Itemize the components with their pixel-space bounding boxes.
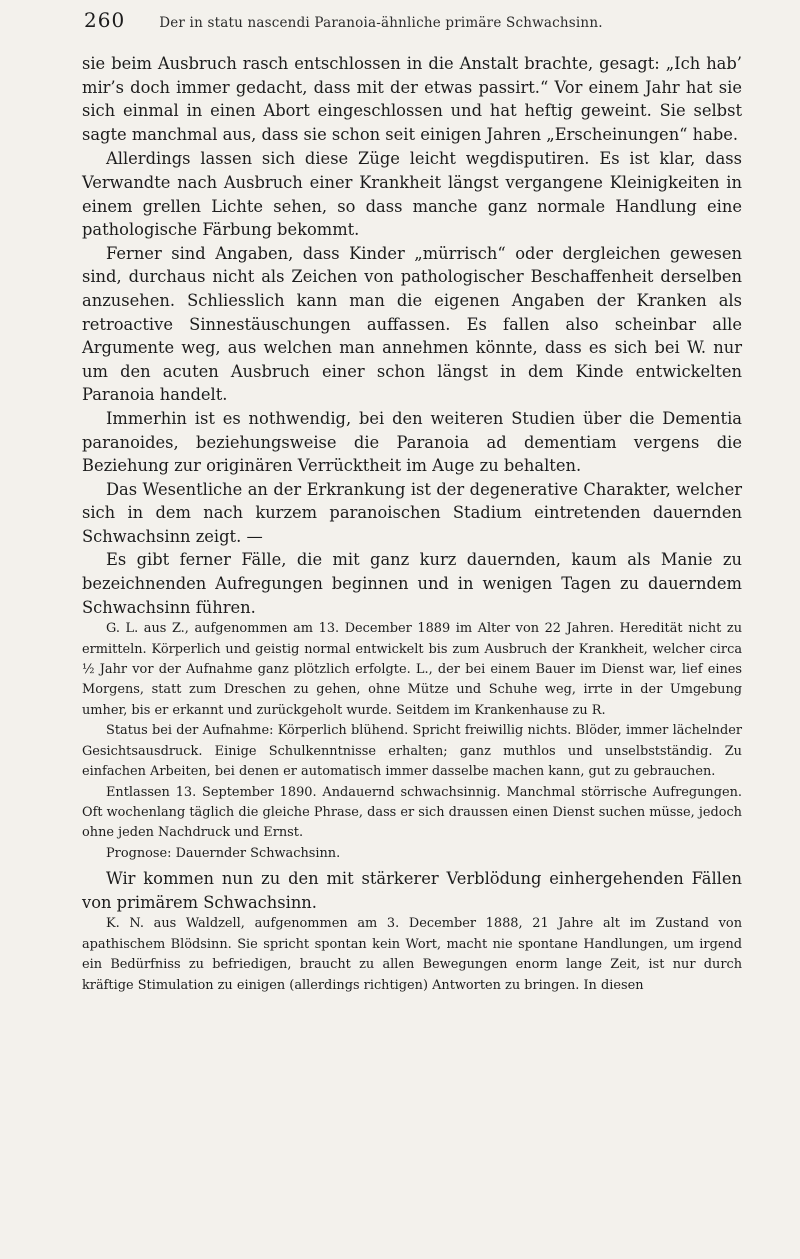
case-paragraph: Status bei der Aufnahme: Körperlich blühend. Spricht freiwillig nichts. Blöder, immer lächelnder Gesichtsausdruck. Einige Schulkenntnisse erhalten; ganz muthlos und unselbstständig. Zu einfachen Arbeiten, bei denen er automatisch immer dasselbe machen kann, gut zu gebrauchen. — [82, 723, 742, 780]
case-paragraph: Prognose: Dauernder Schwachsinn. — [106, 845, 341, 861]
paragraph: Immerhin ist es nothwendig, bei den weiteren Studien über die Dementia paranoides, beziehungsweise die Paranoia ad dementiam vergens die Beziehung zur originären Verrücktheit im Auge zu behalten. — [82, 408, 742, 476]
running-title: Der in statu nascendi Paranoia-ähnliche primäre Schwachsinn. — [159, 15, 603, 31]
paragraph: Das Wesentliche an der Erkrankung ist der degenerative Charakter, welcher sich in dem nach kurzem paranoischen Stadium eintretenden dauernden Schwachsinn zeigt. — — [82, 479, 742, 546]
paragraph: Wir kommen nun zu den mit stärkerer Verblödung einhergehenden Fällen von primärem Schwachsinn. — [82, 869, 742, 912]
page-number: 260 — [84, 8, 126, 32]
page-body — [82, 52, 742, 996]
case-paragraph: K. N. aus Waldzell, aufgenommen am 3. December 1888, 21 Jahre alt im Zustand von apathischem Blödsinn. Sie spricht spontan kein Wort, macht nie spontane Handlungen, um irgend ein Bedürfniss zu befriedigen, braucht zu allen Bewegungen enorm lange Zeit, ist nur durch kräftige Stimulation zu einigen (allerdings richtigen) Antworten zu bringen. In diesen — [82, 916, 742, 993]
case-paragraph: G. L. aus Z., aufgenommen am 13. December 1889 im Alter von 22 Jahren. Heredität nicht zu ermitteln. Körperlich und geistig normal entwickelt bis zum Ausbruch der Krankheit, welcher circa ½ Jahr vor der Aufnahme ganz plötzlich erfolgte. L., der bei einem Bauer im Dienst war, lief eines Morgens, statt zum Dreschen zu gehen, ohne Mütze und Schuhe weg, irrte in der Umgebung umher, bis er erkannt und zurückgeholt wurde. Seitdem im Krankenhause zu R. — [82, 621, 742, 718]
page-header — [84, 8, 744, 36]
paragraph: sie beim Ausbruch rasch entschlossen in die Anstalt brachte, gesagt: „Ich hab’ mir’s doch immer gedacht, dass mit der etwas passirt.“ Vor einem Jahr hat sie sich einmal in einen Abort eingeschlossen und hat heftig geweint. Sie selbst sagte manchmal aus, dass sie schon seit einigen Jahren „Erscheinungen“ habe. — [82, 54, 742, 144]
paragraph: Allerdings lassen sich diese Züge leicht wegdisputiren. Es ist klar, dass Verwandte nach Ausbruch einer Krankheit längst vergangene Kleinigkeiten in einem grellen Lichte sehen, so dass manche ganz normale Handlung eine pathologische Färbung bekommt. — [82, 149, 742, 240]
paragraph: Ferner sind Angaben, dass Kinder „mürrisch“ oder dergleichen gewesen sind, durchaus nicht als Zeichen von pathologischer Beschaffenheit derselben anzusehen. Schliesslich kann man die eigenen Angaben der Kranken als retroactive Sinnestäuschungen auffassen. Es fallen also scheinbar alle Argumente weg, aus welchen man annehmen könnte, dass es sich bei W. nur um den acuten Ausbruch einer schon längst in dem Kinde entwickelten Paranoia handelt. — [82, 243, 742, 405]
case-paragraph: Entlassen 13. September 1890. Andauernd schwachsinnig. Manchmal störrische Aufregungen. Oft wochenlang täglich die gleiche Phrase, dass er sich draussen einen Dienst suchen müsse, jedoch ohne jeden Nachdruck und Ernst. — [82, 784, 742, 841]
paragraph: Es gibt ferner Fälle, die mit ganz kurz dauernden, kaum als Manie zu bezeichnenden Aufregungen beginnen und in wenigen Tagen zu dauerndem Schwachsinn führen. — [82, 550, 742, 617]
